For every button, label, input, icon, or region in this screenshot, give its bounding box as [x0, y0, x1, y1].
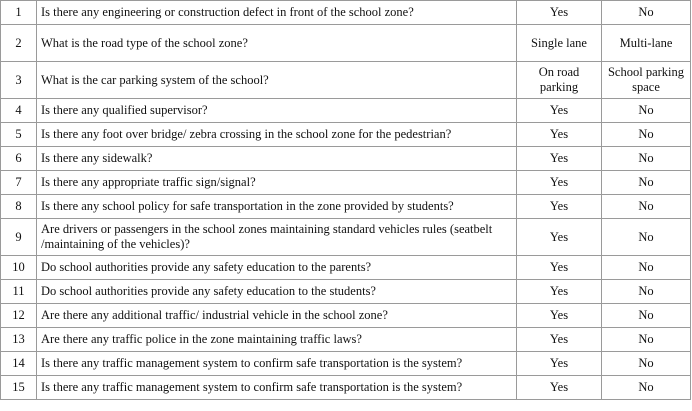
row-number: 3 [1, 62, 37, 99]
answer-option-1: Yes [517, 280, 602, 304]
table-row [1, 171, 691, 195]
table-row [1, 352, 691, 376]
row-number: 5 [1, 123, 37, 147]
row-number: 7 [1, 171, 37, 195]
table-row [1, 219, 691, 256]
row-number: 8 [1, 195, 37, 219]
question-text: Is there any engineering or construction defect in front of the school zone? [37, 1, 517, 25]
answer-option-2: Multi-lane [602, 25, 691, 62]
question-text: Are there any traffic police in the zone maintaining traffic laws? [37, 328, 517, 352]
row-number: 12 [1, 304, 37, 328]
answer-option-2: No [602, 195, 691, 219]
question-text: Is there any qualified supervisor? [37, 99, 517, 123]
answer-option-1: Yes [517, 352, 602, 376]
row-number: 1 [1, 1, 37, 25]
row-number: 15 [1, 376, 37, 400]
row-number: 9 [1, 219, 37, 256]
question-text: What is the road type of the school zone? [37, 25, 517, 62]
answer-option-1: Yes [517, 99, 602, 123]
table-row [1, 280, 691, 304]
row-number: 13 [1, 328, 37, 352]
row-number: 14 [1, 352, 37, 376]
answer-option-2: No [602, 304, 691, 328]
question-text: Is there any school policy for safe transportation in the zone provided by students? [37, 195, 517, 219]
question-text: Is there any traffic management system to confirm safe transportation is the system? [37, 376, 517, 400]
row-number: 11 [1, 280, 37, 304]
row-number: 10 [1, 256, 37, 280]
answer-option-2: No [602, 280, 691, 304]
answer-option-1: Yes [517, 171, 602, 195]
table-row [1, 256, 691, 280]
answer-option-1: Yes [517, 1, 602, 25]
answer-option-1: Yes [517, 376, 602, 400]
answer-option-2: No [602, 328, 691, 352]
question-text: Is there any sidewalk? [37, 147, 517, 171]
answer-option-1: Yes [517, 219, 602, 256]
answer-option-2: No [602, 219, 691, 256]
row-number: 6 [1, 147, 37, 171]
question-text: Is there any appropriate traffic sign/signal? [37, 171, 517, 195]
question-text: Do school authorities provide any safety education to the students? [37, 280, 517, 304]
answer-option-1: Yes [517, 147, 602, 171]
question-text: Are there any additional traffic/ industrial vehicle in the school zone? [37, 304, 517, 328]
row-number: 4 [1, 99, 37, 123]
table-row [1, 25, 691, 62]
table-row [1, 328, 691, 352]
question-text: Is there any foot over bridge/ zebra crossing in the school zone for the pedestrian? [37, 123, 517, 147]
answer-option-2: No [602, 256, 691, 280]
answer-option-1: Yes [517, 256, 602, 280]
table-row [1, 99, 691, 123]
question-text: Is there any traffic management system to confirm safe transportation is the system? [37, 352, 517, 376]
answer-option-1: Yes [517, 123, 602, 147]
answer-option-1: Yes [517, 195, 602, 219]
answer-option-2: No [602, 171, 691, 195]
answer-option-2: No [602, 1, 691, 25]
survey-table-body [1, 1, 691, 400]
table-row [1, 195, 691, 219]
table-row [1, 147, 691, 171]
answer-option-1: On road parking [517, 62, 602, 99]
question-text: Do school authorities provide any safety education to the parents? [37, 256, 517, 280]
row-number: 2 [1, 25, 37, 62]
answer-option-2: School parking space [602, 62, 691, 99]
answer-option-2: No [602, 376, 691, 400]
answer-option-1: Single lane [517, 25, 602, 62]
table-row [1, 1, 691, 25]
answer-option-2: No [602, 352, 691, 376]
answer-option-2: No [602, 123, 691, 147]
table-row [1, 304, 691, 328]
question-text: What is the car parking system of the school? [37, 62, 517, 99]
answer-option-1: Yes [517, 328, 602, 352]
answer-option-2: No [602, 99, 691, 123]
table-row [1, 62, 691, 99]
question-text: Are drivers or passengers in the school zones maintaining standard vehicles rules (seatbelt /maintaining of the vehicles)? [37, 219, 517, 256]
table-row [1, 376, 691, 400]
answer-option-2: No [602, 147, 691, 171]
answer-option-1: Yes [517, 304, 602, 328]
table-row [1, 123, 691, 147]
